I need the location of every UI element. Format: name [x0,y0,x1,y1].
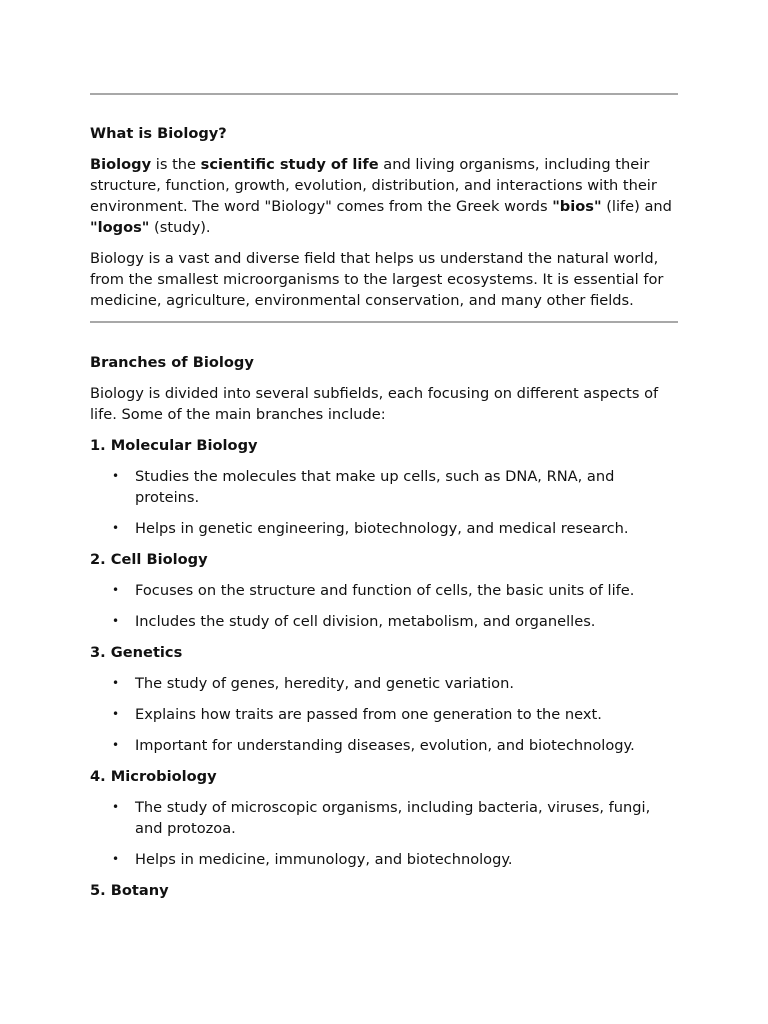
list-item [90,849,680,870]
list-item [90,704,680,725]
bullet-icon: • [112,676,120,690]
bold-term: Biology [90,156,152,173]
branch-points [90,466,680,539]
branch-list [90,435,680,901]
branch-title: 2. Cell Biology [90,551,208,568]
list-item [90,797,680,839]
list-item [90,580,680,601]
section-what-is-biology [90,123,680,321]
list-item-text: Focuses on the structure and function of cells, the basic units of life. [135,582,635,599]
branch-title: 4. Microbiology [90,768,217,785]
text-run: (life) and [601,198,672,215]
bullet-icon: • [112,800,120,814]
list-item-text: Studies the molecules that make up cells, such as DNA, RNA, and proteins. [135,468,615,506]
branch-points [90,797,680,870]
branch-points [90,580,680,632]
list-item [90,611,680,632]
list-item-text: The study of genes, heredity, and genetic variation. [135,675,514,692]
section-divider [90,321,678,323]
list-item-text: The study of microscopic organisms, including bacteria, viruses, fungi, and protozoa. [135,799,651,837]
branch-points [90,673,680,756]
overview-paragraph: Biology is a vast and diverse field that helps us understand the natural world, from the smallest microorganisms to the largest ecosystems. It is essential for medicine, agriculture, environmental conservation, and many other fields. [90,250,664,309]
bullet-icon: • [112,521,120,535]
branch-title: 3. Genetics [90,644,183,661]
section-heading: Branches of Biology [90,354,254,371]
branches-intro-paragraph: Biology is divided into several subfields, each focusing on different aspects of life. Some of the main branches include: [90,385,659,423]
bold-term: scientific study of life [200,156,379,173]
bullet-icon: • [112,707,120,721]
bullet-icon: • [112,738,120,752]
list-item-text: Explains how traits are passed from one generation to the next. [135,706,602,723]
text-run: is the [151,156,201,173]
list-item-text: Includes the study of cell division, metabolism, and organelles. [135,613,596,630]
section-heading: What is Biology? [90,125,227,142]
list-item [90,518,680,539]
list-item [90,466,680,508]
bullet-icon: • [112,852,120,866]
top-divider [90,93,678,95]
bullet-icon: • [112,469,120,483]
bullet-icon: • [112,614,120,628]
bold-term: "logos" [90,219,150,236]
definition-paragraph [90,154,680,238]
branch-title: 5. Botany [90,882,169,899]
list-item [90,673,680,694]
list-item [90,735,680,756]
list-item-text: Helps in genetic engineering, biotechnology, and medical research. [135,520,629,537]
list-item-text: Important for understanding diseases, evolution, and biotechnology. [135,737,635,754]
text-run: (study). [149,219,211,236]
section-branches [90,352,680,911]
branch-title: 1. Molecular Biology [90,437,258,454]
list-item-text: Helps in medicine, immunology, and biotechnology. [135,851,513,868]
bullet-icon: • [112,583,120,597]
bold-term: "bios" [552,198,602,215]
text-run: and living organisms, including their structure, function, growth, evolution, distribution, and interactions with their environment. The word "Biology" comes from the Greek words [90,156,657,215]
